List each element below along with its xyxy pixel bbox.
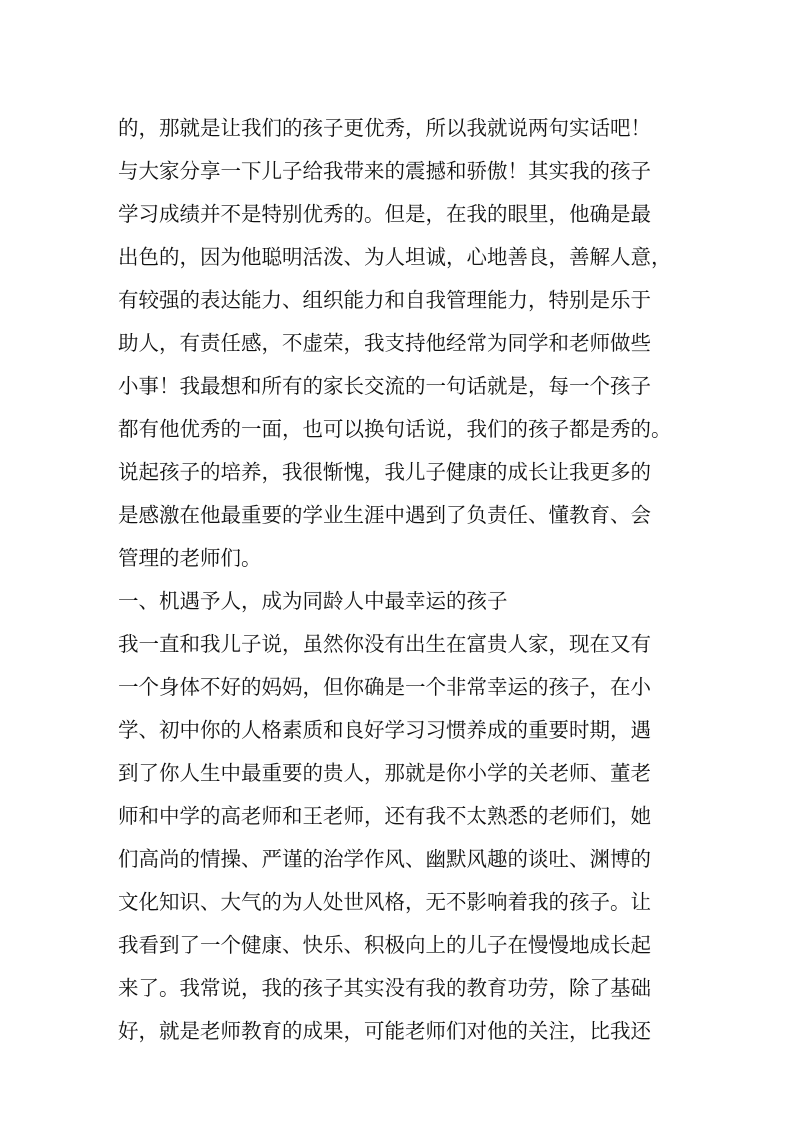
section-heading: 一、机遇予人，成为同龄人中最幸运的孩子 [118,589,508,613]
text-line: 出色的，因为他聪明活泼、为人坦诚，心地善良，善解人意， [118,245,672,269]
text-line: 我看到了一个健康、快乐、积极向上的儿子在慢慢地成长起 [118,933,651,957]
text-line: 管理的老师们。 [118,546,262,570]
text-line: 是感激在他最重要的学业生涯中遇到了负责任、懂教育、会 [118,503,651,527]
text-line: 小事！我最想和所有的家长交流的一句话就是，每一个孩子 [118,374,651,398]
body-text [118,107,698,1053]
text-line: 文化知识、大气的为人处世风格，无不影响着我的孩子。让 [118,890,651,914]
text-line: 与大家分享一下儿子给我带来的震撼和骄傲！其实我的孩子 [118,159,651,183]
text-line: 我一直和我儿子说，虽然你没有出生在富贵人家，现在又有 [118,632,651,656]
text-line: 们高尚的情操、严谨的治学作风、幽默风趣的谈吐、渊博的 [118,847,651,871]
text-line: 有较强的表达能力、组织能力和自我管理能力，特别是乐于 [118,288,651,312]
text-line: 一个身体不好的妈妈，但你确是一个非常幸运的孩子，在小 [118,675,651,699]
text-line: 师和中学的高老师和王老师，还有我不太熟悉的老师们，她 [118,804,651,828]
text-line: 学习成绩并不是特别优秀的。但是，在我的眼里，他确是最 [118,202,651,226]
text-line: 到了你人生中最重要的贵人，那就是你小学的关老师、董老 [118,761,651,785]
text-line: 的，那就是让我们的孩子更优秀，所以我就说两句实话吧！ [118,116,651,140]
text-line: 好，就是老师教育的成果，可能老师们对他的关注，比我还 [118,1019,651,1043]
text-line: 说起孩子的培养，我很惭愧，我儿子健康的成长让我更多的 [118,460,651,484]
text-line: 助人，有责任感，不虚荣，我支持他经常为同学和老师做些 [118,331,651,355]
text-line: 学、初中你的人格素质和良好学习习惯养成的重要时期，遇 [118,718,651,742]
text-line: 来了。我常说，我的孩子其实没有我的教育功劳，除了基础 [118,976,651,1000]
text-line: 都有他优秀的一面，也可以换句话说，我们的孩子都是秀的。 [118,417,672,441]
